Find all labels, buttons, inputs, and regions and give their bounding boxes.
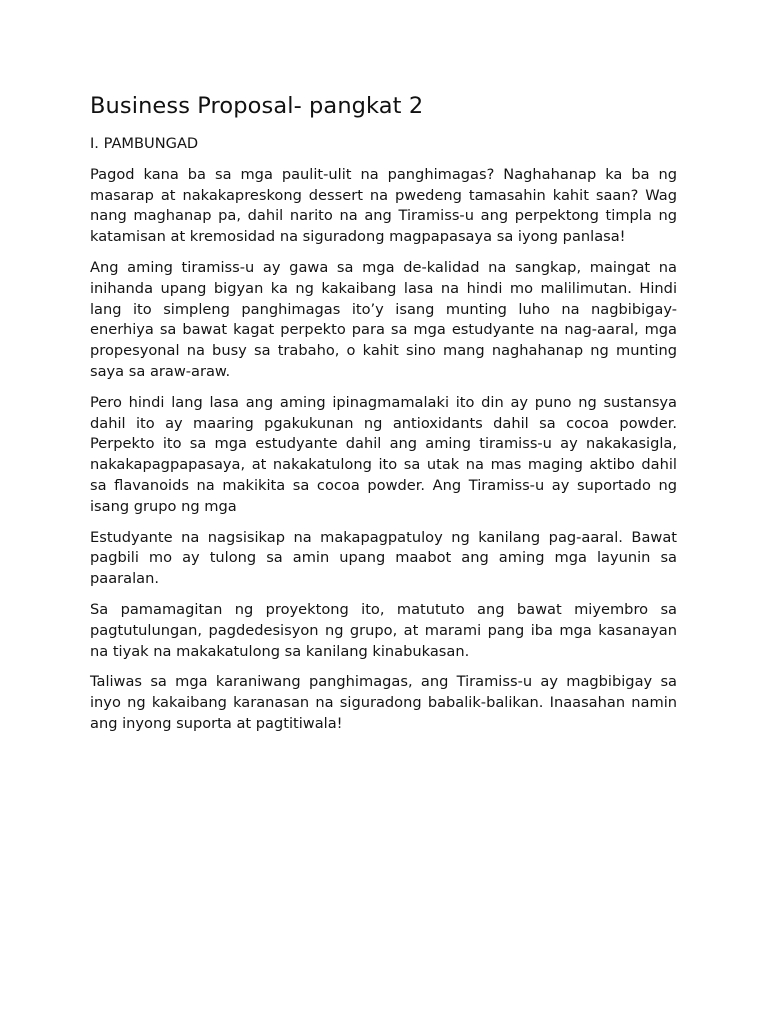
- document-title: Business Proposal- pangkat 2: [90, 93, 424, 119]
- section-heading: I. PAMBUNGAD: [90, 135, 199, 152]
- document-body: [90, 91, 677, 735]
- paragraph-2: Ang aming tiramiss-u ay gawa sa mga de-kalidad na sangkap, maingat na inihanda upang bigyan ka ng kakaibang lasa na hindi mo malilimutan. Hindi lang ito simpleng panghimagas ito’y isang munting luho na nagbibigay-enerhiya sa bawat kagat perpekto para sa mga estudyante na nag-aaral, mga propesyonal na busy sa trabaho, o kahit sino mang naghahanap ng munting saya sa araw-araw.: [90, 258, 677, 380]
- paragraph-5: Sa pamamagitan ng proyektong ito, matututo ang bawat miyembro sa pagtutulungan, pagdedesisyon ng grupo, at marami pang iba mga kasanayan na tiyak na makakatulong sa kanilang kinabukasan.: [90, 600, 677, 660]
- paragraph-1: Pagod kana ba sa mga paulit-ulit na panghimagas? Naghahanap ka ba ng masarap at nakakapreskong dessert na pwedeng tamasahin kahit saan? Wag nang maghanap pa, dahil narito na ang Tiramiss-u ang perpektong timpla ng katamisan at kremosidad na siguradong magpapasaya sa iyong panlasa!: [90, 165, 677, 246]
- paragraph-6: Taliwas sa mga karaniwang panghimagas, ang Tiramiss-u ay magbibigay sa inyo ng kakaibang karanasan na siguradong babalik-balikan. Inaasahan namin ang inyong suporta at pagtitiwala!: [90, 673, 677, 732]
- paragraph-4: Estudyante na nagsisikap na makapagpatuloy ng kanilang pag-aaral. Bawat pagbili mo ay tulong sa amin upang maabot ang aming mga layunin sa paaralan.: [90, 528, 677, 588]
- paragraph-3: Pero hindi lang lasa ang aming ipinagmamalaki ito din ay puno ng sustansya dahil ito ay maaring pgakukunan ng antioxidants dahil sa cocoa powder. Perpekto ito sa mga estudyante dahil ang aming tiramiss-u ay nakakasigla, nakakapagpapasaya, at nakakatulong ito sa utak na mas maging aktibo dahil sa flavanoids na makikita sa cocoa powder. Ang Tiramiss-u ay suportado ng isang grupo ng mga: [90, 393, 677, 515]
